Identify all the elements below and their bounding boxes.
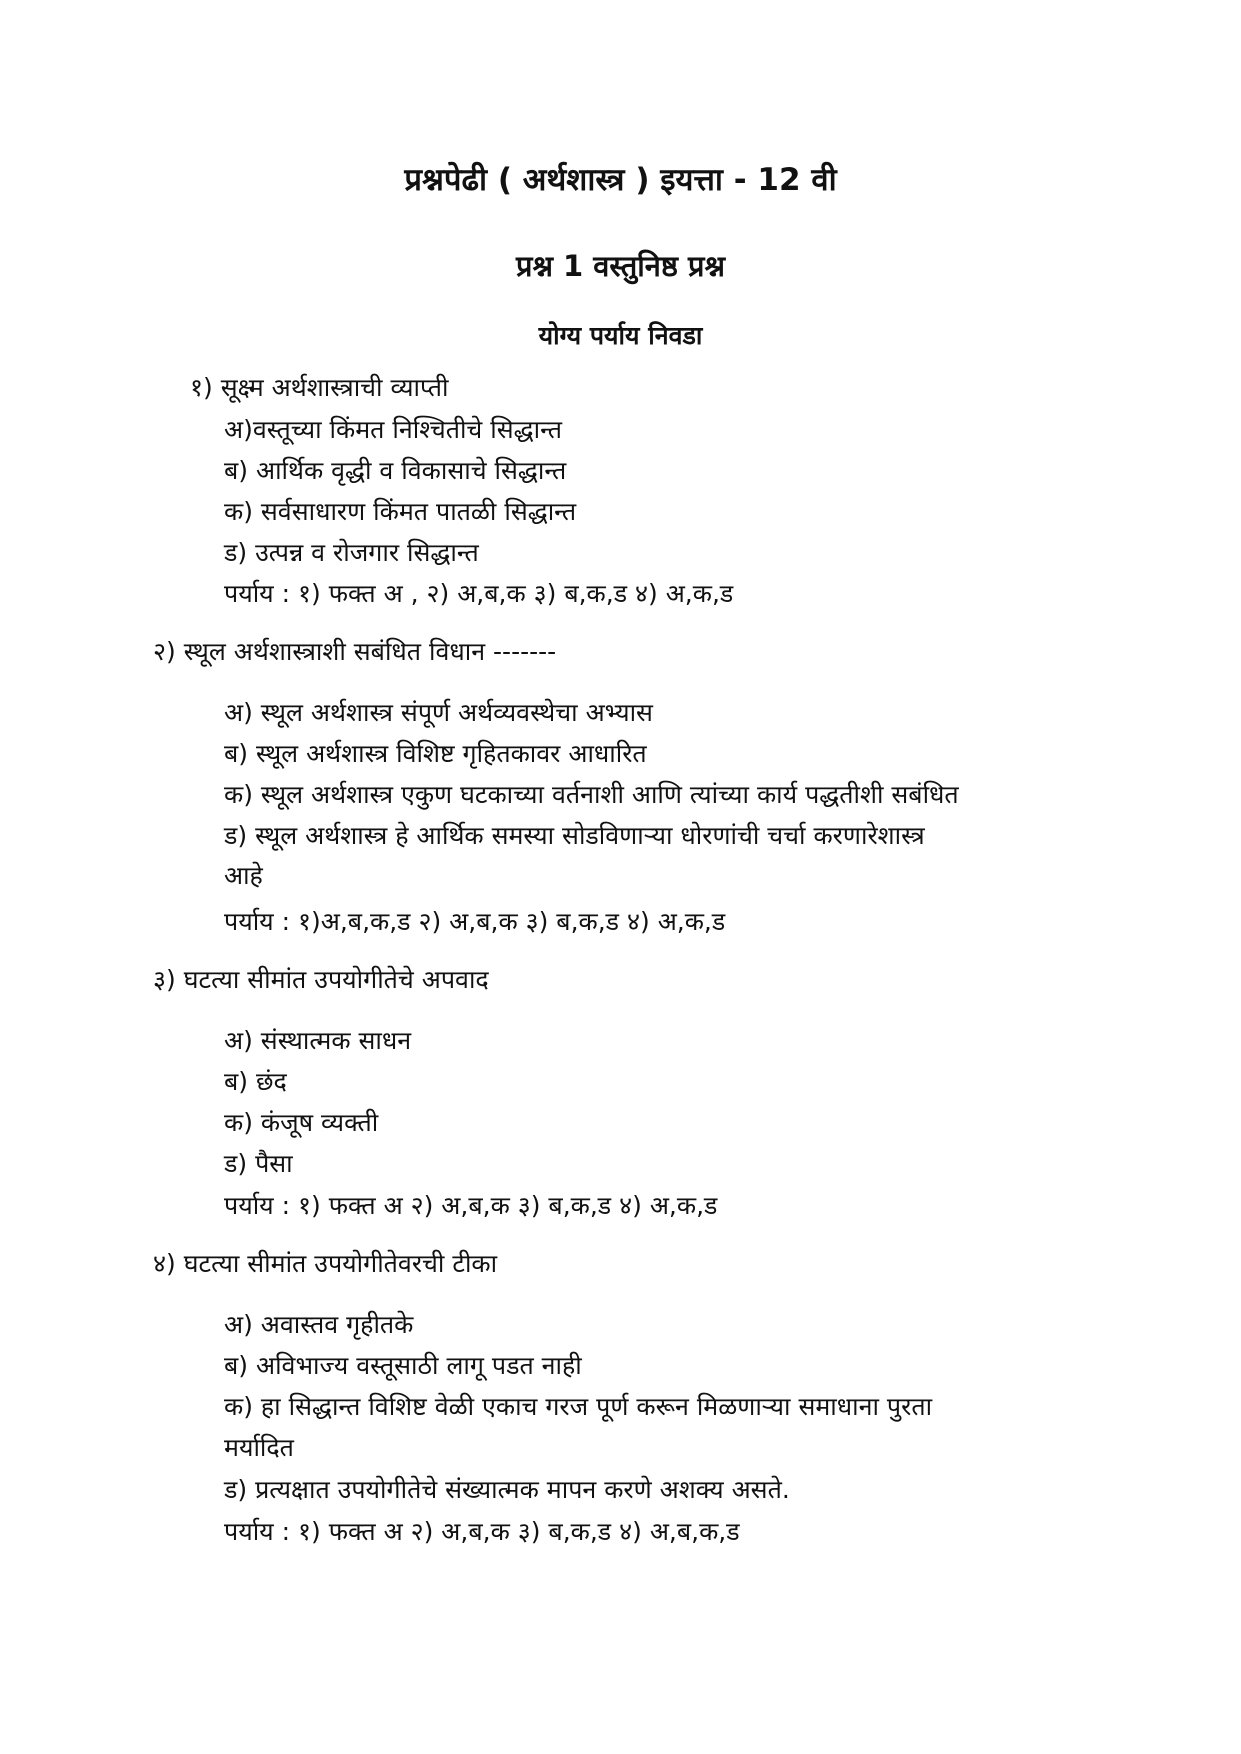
question-3-choices: पर्याय : १) फक्त अ २) अ,ब,क ३) ब,क,ड ४) अ,क,ड [224, 1191, 718, 1220]
question-3-option-b: ब) छंद [224, 1067, 287, 1096]
question-2-option-d-continued: आहे [224, 861, 263, 890]
question-1-choices: पर्याय : १) फक्त अ , २) अ,ब,क ३) ब,क,ड ४) अ,क,ड [224, 579, 734, 608]
question-1-option-b: ब) आर्थिक वृद्धी व विकासाचे सिद्धान्त [224, 456, 567, 485]
question-4-option-d: ड) प्रत्यक्षात उपयोगीतेचे संख्यात्मक मापन करणे अशक्य असते. [224, 1475, 790, 1504]
question-1-option-a: अ)वस्तूच्या किंमत निश्चितीचे सिद्धान्त [224, 415, 563, 444]
question-2-choices: पर्याय : १)अ,ब,क,ड २) अ,ब,क ३) ब,क,ड ४) अ,क,ड [224, 907, 726, 936]
question-1-option-d: ड) उत्पन्न व रोजगार सिद्धान्त [224, 538, 479, 567]
question-4-choices: पर्याय : १) फक्त अ २) अ,ब,क ३) ब,क,ड ४) अ,ब,क,ड [224, 1517, 740, 1546]
question-3-option-a: अ) संस्थात्मक साधन [224, 1026, 412, 1055]
question-2-option-b: ब) स्थूल अर्थशास्त्र विशिष्ट गृहितकावर आधारित [224, 739, 647, 768]
question-4-option-c: क) हा सिद्धान्त विशिष्ट वेळी एकाच गरज पूर्ण करून मिळणाऱ्या समाधाना पुरता [224, 1392, 933, 1421]
question-4-option-b: ब) अविभाज्य वस्तूसाठी लागू पडत नाही [224, 1351, 582, 1380]
instruction-heading: योग्य पर्याय निवडा [538, 321, 703, 350]
question-2-option-d: ड) स्थूल अर्थशास्त्र हे आर्थिक समस्या सोडविणाऱ्या धोरणांची चर्चा करणारेशास्त्र [224, 821, 925, 850]
question-2-option-c: क) स्थूल अर्थशास्त्र एकुण घटकाच्या वर्तनाशी आणि त्यांच्या कार्य पद्धतीशी सबंधित [224, 780, 959, 809]
question-1-text: १) सूक्ष्म अर्थशास्त्राची व्याप्ती [190, 373, 449, 402]
question-1-option-c: क) सर्वसाधारण किंमत पातळी सिद्धान्त [224, 497, 577, 526]
section-heading: प्रश्न 1 वस्तुनिष्ठ प्रश्न [515, 249, 726, 283]
question-4-text: ४) घटत्या सीमांत उपयोगीतेवरची टीका [153, 1249, 498, 1278]
question-4-option-a: अ) अवास्तव गृहीतके [224, 1310, 414, 1339]
question-4-option-c-continued: मर्यादित [224, 1433, 294, 1462]
question-2-text: २) स्थूल अर्थशास्त्राशी सबंधित विधान ------- [153, 637, 557, 666]
question-3-option-c: क) कंजूष व्यक्ती [224, 1108, 379, 1137]
question-2-option-a: अ) स्थूल अर्थशास्त्र संपूर्ण अर्थव्यवस्थेचा अभ्यास [224, 698, 653, 727]
document-title: प्रश्नपेढी ( अर्थशास्त्र ) इयत्ता - 12 वी [404, 162, 837, 198]
question-3-option-d: ड) पैसा [224, 1149, 293, 1178]
question-3-text: ३) घटत्या सीमांत उपयोगीतेचे अपवाद [153, 965, 489, 994]
